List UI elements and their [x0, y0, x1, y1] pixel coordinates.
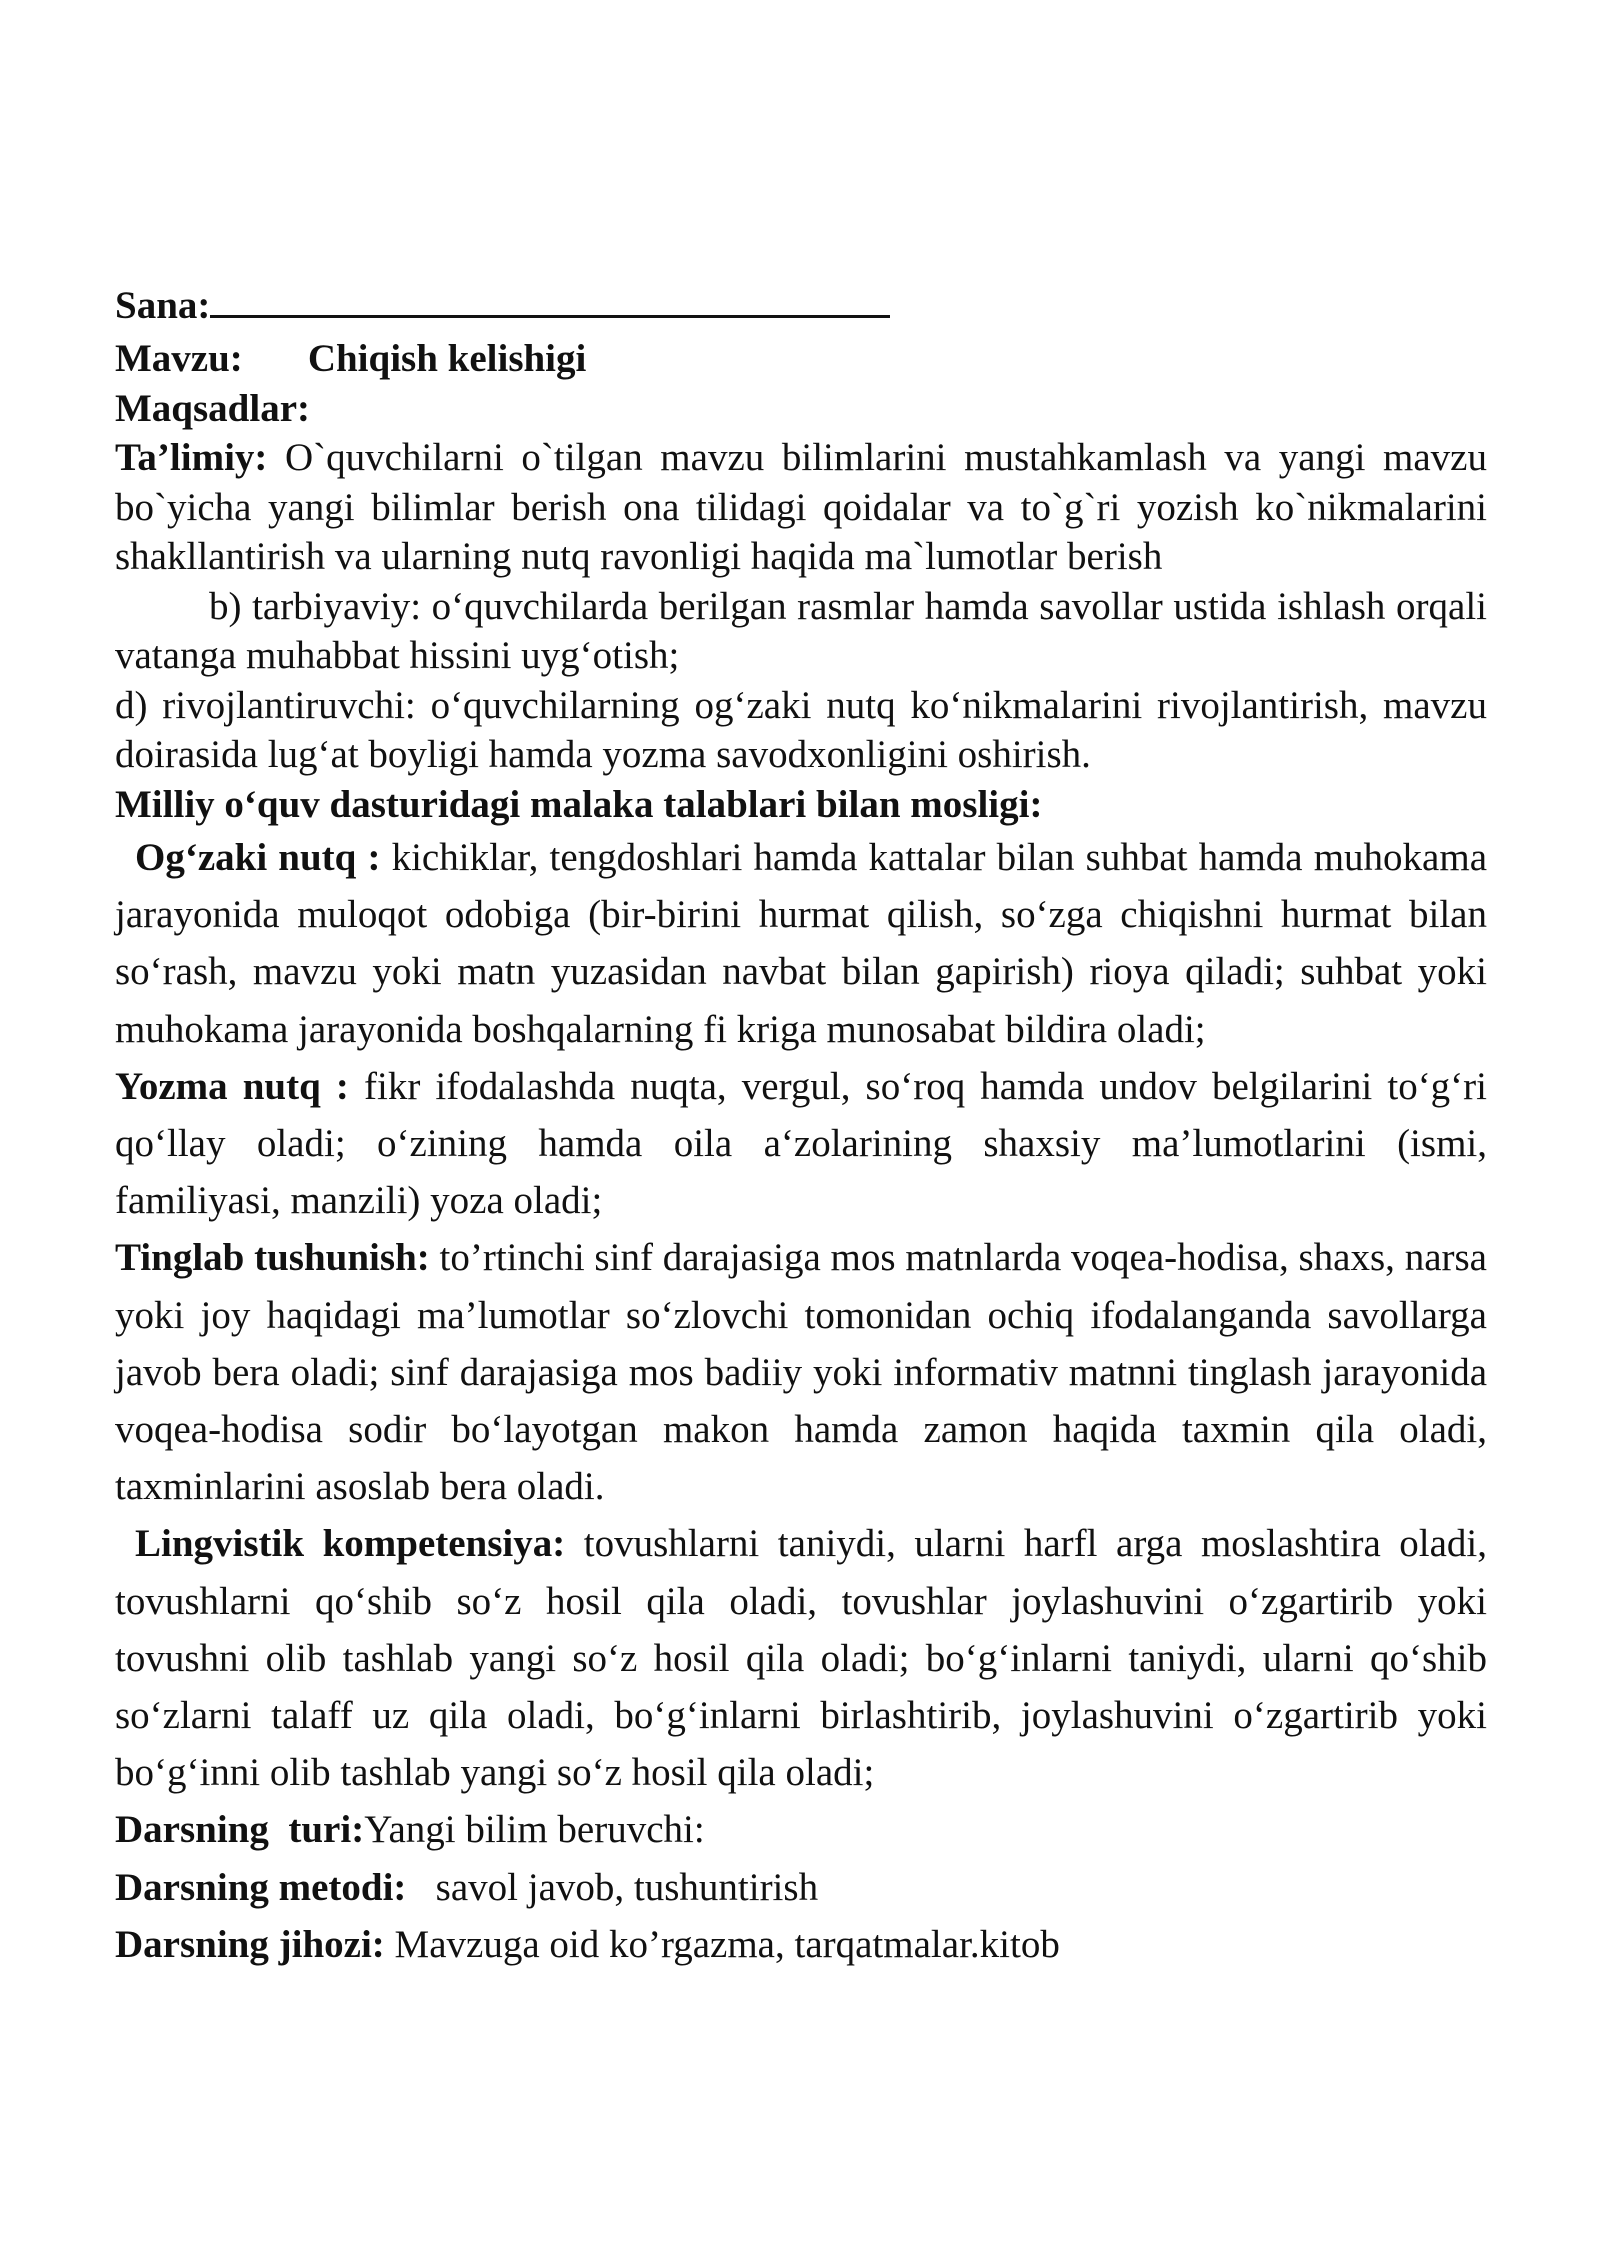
topic-value: Chiqish kelishigi	[307, 337, 587, 380]
standard-label: Tinglab tushunish:	[115, 1236, 430, 1280]
standard-item-yozma	[115, 1058, 1487, 1230]
standard-label: Yozma nutq :	[115, 1064, 349, 1108]
standard-text: kichiklar, tengdoshlari hamda kattalar bilan suhbat hamda muhokama jarayonida muloqot odobiga (bir-birini hurmat qilish, so‘zga chiqishni hurmat bilan so‘rash, mavzu yoki matn yuzasidan navbat bilan gapirish) rioya qiladi; suhbat yoki muhokama jarayonida boshqalarning fi kriga munosabat bildira oladi;	[115, 836, 1488, 1051]
tarbiyaviy-paragraph	[115, 582, 1487, 681]
topic-label: Mavzu:	[115, 337, 243, 380]
date-blank-line	[210, 283, 890, 318]
topic-row	[115, 334, 1487, 384]
lesson-method-row	[115, 1859, 1487, 1916]
lesson-method-label: Darsning metodi:	[115, 1865, 407, 1909]
talimiy-text: O`quvchilarni o`tilgan mavzu bilimlarini mustahkamlash va yangi mavzu bo`yicha yangi bilimlar berish ona tilidagi qoidalar va to`g`ri yozish ko`nikmalarini shakllantirish va ularning nutq ravonligi haqida ma`lumotlar berish	[115, 436, 1487, 578]
talimiy-label: Ta’limiy:	[115, 436, 268, 479]
standard-text: fikr ifodalashda nuqta, vergul, so‘roq hamda undov belgilarini to‘g‘ri qo‘llay oladi; o‘zining hamda oila a‘zolarining shaxsiy ma’lumotlarini (ismi, familiyasi, manzili) yoza oladi;	[115, 1064, 1487, 1223]
lesson-equipment-value: Mavzuga oid ko’rgazma, tarqatmalar.kitob	[384, 1922, 1060, 1966]
standard-label: Lingvistik kompetensiya:	[135, 1522, 566, 1566]
header-section	[115, 278, 1487, 829]
date-label: Sana:	[115, 284, 211, 327]
talimiy-paragraph	[115, 433, 1487, 582]
goals-label: Maqsadlar:	[115, 386, 310, 430]
standard-label: Og‘zaki nutq :	[135, 836, 381, 879]
lesson-equipment-label: Darsning jihozi:	[115, 1922, 385, 1966]
rivojlantiruvchi-paragraph	[115, 681, 1487, 780]
standard-item-lingvistik	[115, 1515, 1487, 1801]
standards-heading	[115, 780, 1487, 830]
rivojlantiruvchi-text: d) rivojlantiruvchi: o‘quvchilarning og‘zaki nutq ko‘nikmalarini rivojlantirish, mavzu doirasida lug‘at boyligi hamda yozma savodxonligini oshirish.	[115, 683, 1487, 776]
lesson-type-row	[115, 1801, 1487, 1858]
lesson-type-value: Yangi bilim beruvchi:	[364, 1808, 705, 1852]
document-body	[115, 278, 1487, 1973]
lesson-equipment-row	[115, 1916, 1487, 1973]
lesson-method-value: savol javob, tushuntirish	[406, 1865, 819, 1909]
standard-item-tinglab	[115, 1229, 1487, 1515]
lesson-type-label: Darsning turi:	[115, 1808, 365, 1852]
standard-text: to’rtinchi sinf darajasiga mos matnlarda voqea-hodisa, shaxs, narsa yoki joy haqidagi ma’lumotlar so‘zlovchi tomonidan ochiq ifodalanganda savollarga javob bera oladi; sinf darajasiga mos badiiy yoki informativ matnni tinglash jarayonida voqea-hodisa sodir bo‘layotgan makon hamda zamon haqida taxmin qila oladi, taxminlarini asoslab bera oladi.	[115, 1236, 1487, 1509]
standard-item-ogzaki	[115, 829, 1487, 1058]
standards-section	[115, 829, 1487, 1973]
goals-heading	[115, 384, 1487, 434]
standard-text: tovushlarni taniydi, ularni harfl arga moslashtira oladi, tovushlarni qo‘shib so‘z hosil qila oladi, tovushlar joylashuvini o‘zgartirib yoki tovushni olib tashlab yangi so‘z hosil qila oladi; bo‘g‘inlarni taniydi, ularni qo‘shib so‘zlarni talaff uz qila oladi, bo‘g‘inlarni birlashtirib, joylashuvini o‘zgartirib yoki bo‘g‘inni olib tashlab yangi so‘z hosil qila oladi;	[115, 1522, 1488, 1795]
standards-heading-text: Milliy o‘quv dasturidagi malaka talablari bilan mosligi:	[115, 782, 1043, 826]
tarbiyaviy-text: b) tarbiyaviy: o‘quvchilarda berilgan rasmlar hamda savollar ustida ishlash orqali vatanga muhabbat hissini uyg‘otish;	[115, 584, 1487, 677]
date-row	[115, 278, 1487, 334]
